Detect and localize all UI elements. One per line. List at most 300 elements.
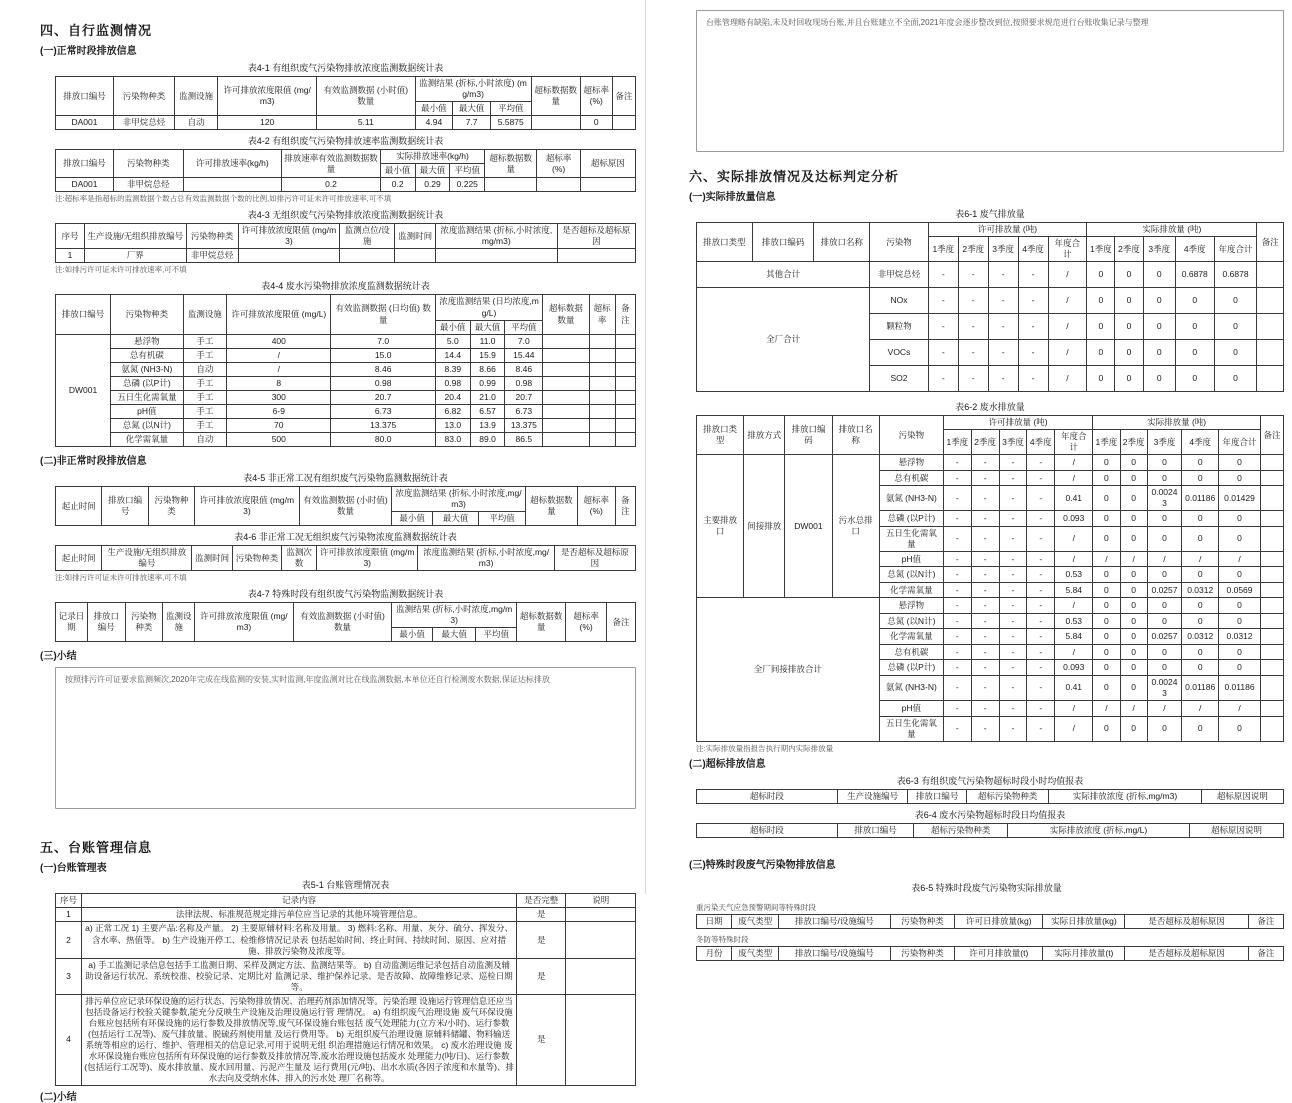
header-cell: 许可日排放量(kg) bbox=[955, 914, 1043, 928]
data-cell bbox=[1260, 486, 1283, 511]
header-cell: 备注 bbox=[615, 486, 635, 525]
header-cell: 最小值 bbox=[380, 164, 415, 178]
data-cell: 化学需氧量 bbox=[111, 432, 184, 446]
data-cell: - bbox=[988, 314, 1018, 340]
data-cell: 0.0312 bbox=[1219, 629, 1261, 645]
data-cell: 总有机碳 bbox=[879, 470, 943, 486]
data-cell bbox=[557, 249, 635, 263]
data-cell: 0 bbox=[1087, 366, 1115, 392]
data-cell: - bbox=[928, 366, 958, 392]
data-cell: 7.0 bbox=[505, 334, 543, 348]
table-6-4-grid bbox=[696, 823, 1284, 838]
data-cell: - bbox=[1018, 288, 1048, 314]
data-cell: 非甲烷总烃 bbox=[114, 178, 184, 192]
data-cell: DW001 bbox=[56, 334, 111, 446]
header-cell: 超标时段 bbox=[697, 823, 838, 837]
data-cell: 0 bbox=[1120, 613, 1147, 629]
data-cell: / bbox=[1055, 470, 1093, 486]
data-cell: 颗粒物 bbox=[870, 314, 929, 340]
table-caption: 表4-2 有组织废气污染物排放速率监测数据统计表 bbox=[247, 136, 444, 147]
note-permit-rate-2: 注:如排污许可证未许可排放速率,可不填 bbox=[55, 573, 187, 583]
data-cell: 非甲烷总烃 bbox=[114, 116, 175, 130]
data-cell bbox=[1260, 470, 1283, 486]
data-cell: - bbox=[1027, 470, 1055, 486]
data-cell: - bbox=[999, 567, 1027, 583]
data-cell: / bbox=[1120, 551, 1147, 567]
table-row bbox=[56, 348, 636, 362]
header-cell: 年度合计 bbox=[1214, 237, 1257, 262]
data-cell: 是 bbox=[517, 994, 566, 1085]
data-cell bbox=[1257, 314, 1284, 340]
table-6-1 bbox=[696, 207, 1284, 392]
data-cell: 0.6878 bbox=[1175, 262, 1214, 288]
header-row bbox=[697, 914, 1284, 928]
data-cell: 自动 bbox=[183, 432, 227, 446]
data-cell: 0 bbox=[1182, 598, 1219, 614]
header-cell: 超标率 bbox=[589, 295, 615, 334]
data-cell: 0.0569 bbox=[1219, 582, 1261, 598]
data-cell: 0.0312 bbox=[1182, 582, 1219, 598]
table-6-5-monthly-grid bbox=[696, 946, 1284, 961]
table-6-5-daily-grid bbox=[696, 914, 1284, 929]
header-cell: 说明 bbox=[566, 894, 636, 908]
data-cell: - bbox=[1018, 366, 1048, 392]
header-cell: 日期 bbox=[697, 914, 732, 928]
data-cell: 0 bbox=[1219, 716, 1261, 741]
section-5-heading: 五、台账管理信息 bbox=[40, 840, 153, 856]
header-cell: 超标原因 bbox=[580, 150, 635, 178]
header-cell: 最小值 bbox=[392, 512, 433, 526]
data-cell: / bbox=[1048, 314, 1087, 340]
data-cell: 0 bbox=[1219, 470, 1261, 486]
data-cell: - bbox=[943, 644, 971, 660]
data-cell: 0 bbox=[1182, 660, 1219, 676]
data-cell bbox=[1260, 644, 1283, 660]
data-cell: 0 bbox=[1147, 644, 1181, 660]
data-cell: 总氮 (以N计) bbox=[879, 567, 943, 583]
data-cell: 0 bbox=[1147, 716, 1181, 741]
data-cell: 0 bbox=[1175, 314, 1214, 340]
data-cell: 悬浮物 bbox=[879, 455, 943, 471]
table-row bbox=[56, 390, 636, 404]
header-cell: 1季度 bbox=[928, 237, 958, 262]
header-cell: 超标率(%) bbox=[577, 486, 615, 525]
header-cell: 备注 bbox=[612, 77, 635, 116]
data-cell: / bbox=[1182, 701, 1219, 717]
data-cell: 主要排放口 bbox=[697, 455, 744, 598]
header-cell: 有效监测数据 (日均值) 数量 bbox=[331, 295, 435, 334]
header-cell: 排放速率有效监测数据数量 bbox=[282, 150, 381, 178]
data-cell: 0 bbox=[1219, 644, 1261, 660]
data-cell: 0 bbox=[1093, 470, 1120, 486]
data-cell: 5.84 bbox=[1055, 582, 1093, 598]
data-cell: / bbox=[1120, 701, 1147, 717]
header-cell: 浓度监测结果 (折标,小时浓度,mg/m3) bbox=[392, 486, 525, 511]
data-cell: - bbox=[971, 644, 999, 660]
header-cell: 起止时间 bbox=[56, 546, 102, 571]
data-cell: 总氮 (以N计) bbox=[879, 613, 943, 629]
data-cell: 0 bbox=[1115, 288, 1143, 314]
table-row bbox=[697, 288, 1284, 314]
data-cell: 0 bbox=[1087, 314, 1115, 340]
data-cell: / bbox=[1055, 644, 1093, 660]
data-cell: / bbox=[227, 348, 331, 362]
table-caption: 表5-1 台账管理情况表 bbox=[301, 880, 390, 891]
data-cell: 五日生化需氧量 bbox=[111, 390, 184, 404]
data-cell: - bbox=[943, 660, 971, 676]
data-cell: 0 bbox=[1120, 470, 1147, 486]
header-cell: 是否超标及超标原因 bbox=[554, 546, 635, 571]
data-cell: / bbox=[1048, 262, 1087, 288]
table-row bbox=[56, 908, 636, 922]
header-cell: 超标数据数量 bbox=[543, 295, 589, 334]
data-cell: / bbox=[1055, 716, 1093, 741]
header-cell: 污染物种类 bbox=[111, 295, 184, 334]
data-cell: 8.46 bbox=[505, 362, 543, 376]
header-cell: 年度合计 bbox=[1219, 430, 1261, 455]
data-cell bbox=[615, 348, 635, 362]
data-cell: / bbox=[1048, 340, 1087, 366]
data-cell: - bbox=[971, 526, 999, 551]
header-cell: 监测设施 bbox=[174, 77, 218, 116]
data-cell: 总磷 (以P计) bbox=[111, 376, 184, 390]
data-cell bbox=[566, 922, 636, 958]
data-cell: 0 bbox=[1182, 470, 1219, 486]
data-cell: - bbox=[988, 262, 1018, 288]
data-cell: 0 bbox=[1219, 598, 1261, 614]
header-cell: 污染物种类 bbox=[890, 946, 955, 960]
data-cell: 0 bbox=[1120, 716, 1147, 741]
data-cell bbox=[589, 362, 615, 376]
header-cell: 浓度监测结果 (折标,小时浓度,mg/m3) bbox=[435, 224, 557, 249]
data-cell: 0 bbox=[1147, 598, 1181, 614]
header-cell: 平均值 bbox=[505, 320, 543, 334]
data-cell: 0 bbox=[1182, 455, 1219, 471]
header-cell: 排放口编号 bbox=[908, 789, 967, 803]
data-cell: 8.66 bbox=[470, 362, 505, 376]
data-cell: 0 bbox=[1175, 340, 1214, 366]
data-cell: - bbox=[999, 455, 1027, 471]
header-cell: 排放口编号/设施编号 bbox=[779, 946, 891, 960]
data-cell: - bbox=[928, 340, 958, 366]
data-cell: - bbox=[999, 629, 1027, 645]
table-4-4-grid bbox=[55, 294, 636, 447]
table-4-2-grid bbox=[55, 149, 636, 192]
data-cell: - bbox=[943, 701, 971, 717]
data-cell: - bbox=[943, 629, 971, 645]
data-cell bbox=[1260, 567, 1283, 583]
header-cell: 许可排放浓度限值 (mg/m3) bbox=[195, 603, 294, 642]
data-cell bbox=[485, 178, 537, 192]
table-4-5-grid bbox=[55, 486, 636, 526]
header-cell: 废气类型 bbox=[732, 914, 779, 928]
data-cell bbox=[1257, 366, 1284, 392]
table-caption: 表6-3 有组织废气污染物超标时段小时均值报表 bbox=[896, 775, 1084, 786]
data-cell bbox=[589, 404, 615, 418]
header-cell: 备注 bbox=[1257, 223, 1284, 262]
data-cell: - bbox=[999, 470, 1027, 486]
table-row bbox=[697, 598, 1284, 614]
data-cell: 0 bbox=[1143, 340, 1175, 366]
data-cell: 0 bbox=[1093, 598, 1120, 614]
header-cell: 排放口编码 bbox=[785, 416, 832, 455]
section-6-3-subheading: (三)特殊时段废气污染物排放信息 bbox=[689, 859, 836, 871]
header-cell: 许可排放速率(kg/h) bbox=[183, 150, 282, 178]
data-cell: 0.53 bbox=[1055, 567, 1093, 583]
data-cell bbox=[543, 390, 589, 404]
data-cell: - bbox=[971, 675, 999, 700]
data-cell: 0 bbox=[1087, 340, 1115, 366]
data-cell: 0 bbox=[1147, 511, 1181, 527]
data-cell: - bbox=[943, 613, 971, 629]
data-cell: 0 bbox=[1120, 598, 1147, 614]
header-cell: 排放口编号 bbox=[837, 823, 913, 837]
data-cell: - bbox=[958, 366, 988, 392]
data-cell bbox=[1257, 288, 1284, 314]
data-cell: 0 bbox=[1115, 340, 1143, 366]
data-cell: 0.41 bbox=[1055, 675, 1093, 700]
header-cell: 月份 bbox=[697, 946, 732, 960]
data-cell: - bbox=[1027, 716, 1055, 741]
data-cell: - bbox=[943, 486, 971, 511]
data-cell bbox=[1260, 675, 1283, 700]
data-cell: 1 bbox=[56, 908, 82, 922]
data-cell: 总磷 (以P计) bbox=[879, 511, 943, 527]
data-cell bbox=[1260, 526, 1283, 551]
header-cell: 序号 bbox=[56, 224, 85, 249]
table-row bbox=[56, 404, 636, 418]
header-row bbox=[56, 486, 636, 511]
header-cell: 实际排放量 (吨) bbox=[1087, 223, 1257, 237]
header-cell: 监测设施 bbox=[183, 295, 227, 334]
data-cell: - bbox=[971, 613, 999, 629]
data-cell: - bbox=[971, 486, 999, 511]
header-cell: 污染物种类 bbox=[114, 150, 184, 178]
data-cell: - bbox=[958, 288, 988, 314]
table-caption: 表4-5 非正常工况有组织废气污染物监测数据统计表 bbox=[243, 472, 448, 483]
data-cell: 自动 bbox=[174, 116, 218, 130]
data-cell bbox=[589, 334, 615, 348]
data-cell: 0 bbox=[1093, 675, 1120, 700]
header-cell: 超标数据数量 bbox=[525, 486, 577, 525]
table-row bbox=[56, 249, 636, 263]
data-cell: / bbox=[1219, 551, 1261, 567]
data-cell: - bbox=[999, 675, 1027, 700]
data-cell: 0 bbox=[1182, 567, 1219, 583]
data-cell: 0 bbox=[1143, 262, 1175, 288]
header-cell: 许可排放浓度限值 (mg/m3) bbox=[238, 224, 340, 249]
data-cell: 0 bbox=[1120, 644, 1147, 660]
header-cell: 监测时间 bbox=[395, 224, 436, 249]
data-cell: - bbox=[971, 701, 999, 717]
data-cell: 0 bbox=[1093, 486, 1120, 511]
data-cell bbox=[543, 362, 589, 376]
data-cell: - bbox=[928, 262, 958, 288]
data-cell: 是 bbox=[517, 958, 566, 994]
data-cell: 0 bbox=[1214, 340, 1257, 366]
data-cell: 11.0 bbox=[470, 334, 505, 348]
data-cell: 0.2 bbox=[380, 178, 415, 192]
header-cell: 超标污染物种类 bbox=[914, 823, 1008, 837]
table-caption: 表6-2 废水排放量 bbox=[955, 402, 1025, 413]
section-6-heading: 六、实际排放情况及达标判定分析 bbox=[689, 169, 900, 184]
data-cell: 0 bbox=[1120, 486, 1147, 511]
header-cell: 排放口名称 bbox=[832, 416, 879, 455]
table-row bbox=[56, 178, 636, 192]
header-cell: 2季度 bbox=[958, 237, 988, 262]
data-cell: - bbox=[1027, 455, 1055, 471]
header-cell: 监测结果 (折标,小时浓度,mg/m3) bbox=[392, 603, 517, 628]
data-cell: 0.99 bbox=[470, 376, 505, 390]
data-cell bbox=[531, 116, 580, 130]
header-cell: 浓度监测结果 (折标,小时浓度,mg/m3) bbox=[418, 546, 554, 571]
data-cell: 14.4 bbox=[435, 348, 470, 362]
label-heavy-pollution-period: 重污染天气应急预警期间等特殊时段 bbox=[696, 902, 816, 912]
data-cell: 6.73 bbox=[505, 404, 543, 418]
data-cell: - bbox=[943, 470, 971, 486]
data-cell: 法律法规、标准规范规定排污单位应当记录的其他环境管理信息。 bbox=[82, 908, 517, 922]
header-cell: 2季度 bbox=[971, 430, 999, 455]
table-row bbox=[56, 362, 636, 376]
data-cell bbox=[615, 432, 635, 446]
data-cell: - bbox=[999, 511, 1027, 527]
data-cell: 手工 bbox=[183, 334, 227, 348]
data-cell bbox=[543, 432, 589, 446]
data-cell: 0 bbox=[1147, 455, 1181, 471]
header-cell: 平均值 bbox=[479, 512, 525, 526]
header-cell: 备注 bbox=[615, 295, 635, 334]
note-over-standard-rate: 注:超标率是指超标的监测数据个数占总有效监测数据个数的比例,如排污许可证未许可排放速率,可不填 bbox=[55, 194, 392, 204]
data-cell bbox=[543, 404, 589, 418]
header-cell: 有效监测数据 (小时值) 数量 bbox=[316, 77, 415, 116]
header-cell: 实际日排放量(kg) bbox=[1043, 914, 1125, 928]
header-cell: 年度合计 bbox=[1055, 430, 1093, 455]
data-cell: 0.6878 bbox=[1214, 262, 1257, 288]
header-cell: 超标原因说明 bbox=[1201, 789, 1283, 803]
data-cell: - bbox=[1027, 629, 1055, 645]
data-cell: - bbox=[958, 314, 988, 340]
data-cell: / bbox=[1093, 701, 1120, 717]
header-cell: 污染物种类 bbox=[148, 486, 194, 525]
header-cell: 许可排放浓度限值 (mg/m3) bbox=[316, 546, 418, 571]
data-cell: 5.5875 bbox=[490, 116, 531, 130]
data-cell: 0 bbox=[1093, 455, 1120, 471]
data-cell: - bbox=[971, 511, 999, 527]
data-cell: 非甲烷总烃 bbox=[870, 262, 929, 288]
data-cell: 0 bbox=[1093, 613, 1120, 629]
data-cell: 3 bbox=[56, 958, 82, 994]
data-cell: - bbox=[999, 526, 1027, 551]
table-4-3 bbox=[55, 208, 636, 263]
header-cell: 实际排放浓度 (折标,mg/L) bbox=[1008, 823, 1190, 837]
data-cell: 0 bbox=[1147, 567, 1181, 583]
header-cell: 2季度 bbox=[1115, 237, 1143, 262]
header-row bbox=[697, 789, 1284, 803]
data-cell: 0.98 bbox=[505, 376, 543, 390]
header-cell: 是否超标及超标原因 bbox=[557, 224, 635, 249]
data-cell: 全厂间接排放合计 bbox=[697, 598, 880, 741]
data-cell: - bbox=[958, 262, 988, 288]
data-cell bbox=[238, 249, 340, 263]
data-cell: 总有机碳 bbox=[879, 644, 943, 660]
data-cell: 0.093 bbox=[1055, 660, 1093, 676]
header-cell: 污染物种类 bbox=[114, 77, 175, 116]
data-cell: 氨氮 (NH3-N) bbox=[879, 675, 943, 700]
data-cell: 排污单位应记录环保设施的运行状态、污染物排放情况、治理药剂添加情况等。污染治理 设施运行管理信息还应当包括设备运行校验关键参数,能充分反映生产设施及治理设施运行管 理情况。 a) 有组织废气治理设施 废气环保设施台账应包括所有环保设施的运行参数及排放情况等,废气环保设施台账包括 废气处理能力(立方米/小时)、运行参数(包括运行工况等)、废气排放量、脱硫药剂使用量 及运行费用等。 b) 无组织废气治理设施 原辅料储罐、物料输送系统等相应的运行、维护、管理相关的信息记录,可用于说明无组 织治理措施运行情况和效果。 c) 废水治理设施 废水环保设施台账应包括所有环保设施的运行参数及排放情况等,废水治理设施包括废水 处理能力(吨/日)、运行参数(包括运行工况等)、废水排放量、废水回用量、污泥产生量及 运行费用(元/吨)、出水水质(各因子浓度和水量等)、排水去向及受纳水体、排入的污水处 理厂名称等。 bbox=[82, 994, 517, 1085]
data-cell: / bbox=[1055, 701, 1093, 717]
section-4-2-subheading: (二)非正常时段排放信息 bbox=[40, 455, 147, 467]
data-cell: - bbox=[971, 470, 999, 486]
header-cell: 实际排放浓度 (折标,mg/m3) bbox=[1049, 789, 1202, 803]
header-cell: 记录日期 bbox=[56, 603, 88, 642]
header-row bbox=[56, 546, 636, 571]
data-cell: 0.00243 bbox=[1147, 486, 1181, 511]
header-cell: 备注 bbox=[606, 603, 635, 642]
data-cell bbox=[589, 418, 615, 432]
data-cell: - bbox=[943, 455, 971, 471]
data-cell: - bbox=[928, 314, 958, 340]
header-cell: 实际月排放量(t) bbox=[1043, 946, 1125, 960]
header-cell: 1季度 bbox=[1093, 430, 1120, 455]
data-cell: 0.01186 bbox=[1182, 675, 1219, 700]
header-cell: 排放口类型 bbox=[697, 223, 753, 262]
data-cell bbox=[435, 249, 557, 263]
data-cell: 0 bbox=[1093, 716, 1120, 741]
data-cell: - bbox=[943, 582, 971, 598]
data-cell bbox=[1260, 701, 1283, 717]
data-cell: 15.9 bbox=[470, 348, 505, 362]
header-row bbox=[56, 894, 636, 908]
header-cell: 超标数据数量 bbox=[485, 150, 537, 178]
table-4-6-grid bbox=[55, 545, 636, 571]
monitoring-summary-box: 按照排污许可证要求监测频次,2020年完成在线监测的安装,实时监测,年度监测对比在线监测数据,本单位还自行检测废水数据,保证达标排放 bbox=[55, 667, 636, 809]
data-cell: 300 bbox=[227, 390, 331, 404]
data-cell: 13.9 bbox=[470, 418, 505, 432]
data-cell: 15.0 bbox=[331, 348, 435, 362]
data-cell bbox=[589, 348, 615, 362]
data-cell: 污水总排口 bbox=[832, 455, 879, 598]
header-cell: 排放方式 bbox=[744, 416, 785, 455]
data-cell: - bbox=[999, 551, 1027, 567]
header-cell: 污染物 bbox=[870, 223, 929, 262]
data-cell: - bbox=[1018, 340, 1048, 366]
header-cell: 监测次数 bbox=[282, 546, 317, 571]
data-cell: 是 bbox=[517, 908, 566, 922]
data-cell: 0 bbox=[580, 116, 612, 130]
data-cell bbox=[1260, 629, 1283, 645]
table-row bbox=[56, 116, 636, 130]
data-cell: 0 bbox=[1120, 629, 1147, 645]
header-cell: 是否完整 bbox=[517, 894, 566, 908]
data-cell: / bbox=[1055, 598, 1093, 614]
data-cell: 是 bbox=[517, 922, 566, 958]
data-cell: 0.2 bbox=[282, 178, 381, 192]
header-row bbox=[56, 150, 636, 164]
data-cell: 悬浮物 bbox=[879, 598, 943, 614]
data-cell: 13.375 bbox=[505, 418, 543, 432]
header-cell: 1季度 bbox=[943, 430, 971, 455]
data-cell: 20.7 bbox=[331, 390, 435, 404]
data-cell: 20.7 bbox=[505, 390, 543, 404]
data-cell: 0 bbox=[1093, 644, 1120, 660]
data-cell bbox=[395, 249, 436, 263]
data-cell: 7.0 bbox=[331, 334, 435, 348]
header-cell: 生产设施编号 bbox=[837, 789, 907, 803]
table-6-4 bbox=[696, 808, 1284, 838]
header-cell: 超标率(%) bbox=[566, 603, 607, 642]
data-cell: 0 bbox=[1219, 613, 1261, 629]
data-cell: - bbox=[1027, 701, 1055, 717]
